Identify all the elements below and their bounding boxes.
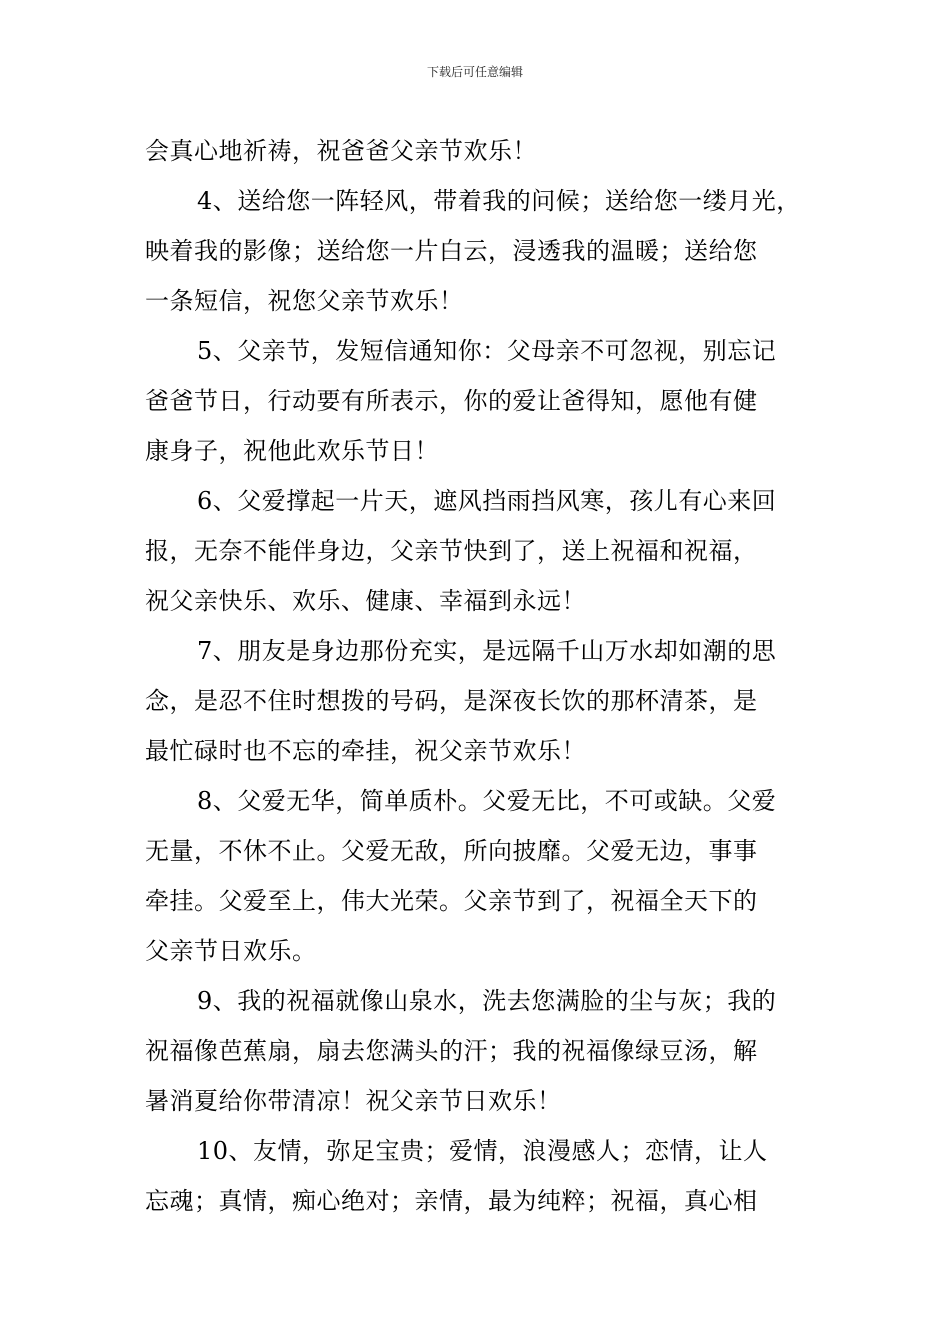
text-line: 报，无奈不能伴身边，父亲节快到了，送上祝福和祝福， (145, 537, 758, 565)
text-line: 爸爸节日，行动要有所表示，你的爱让爸得知，愿他有健 (145, 387, 758, 415)
paragraph-10-line-1: 10、友情，弥足宝贵；爱情，浪漫感人；恋情，让人 (197, 1137, 768, 1165)
paragraph-4-line-1: 4、送给您一阵轻风，带着我的问候；送给您一缕月光， (197, 187, 801, 215)
text-line: 祝福像芭蕉扇，扇去您满头的汗；我的祝福像绿豆汤，解 (145, 1037, 758, 1065)
text-line: 映着我的影像；送给您一片白云，浸透我的温暖；送给您 (145, 237, 758, 265)
text-line: 牵挂。父爱至上，伟大光荣。父亲节到了，祝福全天下的 (145, 887, 758, 915)
text-line: 念，是忍不住时想拨的号码，是深夜长饮的那杯清茶，是 (145, 687, 758, 715)
page-header: 下载后可任意编辑 (426, 65, 523, 79)
text-line: 最忙碌时也不忘的牵挂，祝父亲节欢乐！ (145, 737, 586, 765)
paragraph-6-line-1: 6、父爱撑起一片天，遮风挡雨挡风寒，孩儿有心来回 (197, 487, 777, 515)
paragraph-9-line-1: 9、我的祝福就像山泉水，洗去您满脸的尘与灰；我的 (197, 987, 777, 1015)
text-line: 无量，不休不止。父爱无敌，所向披靡。父爱无边，事事 (145, 837, 758, 865)
text-line: 祝父亲快乐、欢乐、健康、幸福到永远！ (145, 587, 586, 615)
text-line: 忘魂；真情，痴心绝对；亲情，最为纯粹；祝福，真心相 (145, 1187, 758, 1215)
document-body (145, 126, 825, 1226)
text-line: 父亲节日欢乐。 (145, 937, 317, 965)
paragraph-8-line-1: 8、父爱无华，简单质朴。父爱无比，不可或缺。父爱 (197, 787, 777, 815)
text-line: 一条短信，祝您父亲节欢乐！ (145, 287, 464, 315)
text-line: 暑消夏给你带清凉！祝父亲节日欢乐！ (145, 1087, 562, 1115)
text-line: 会真心地祈祷，祝爸爸父亲节欢乐！ (145, 137, 537, 165)
paragraph-5-line-1: 5、父亲节，发短信通知你：父母亲不可忽视，别忘记 (197, 337, 777, 365)
paragraph-7-line-1: 7、朋友是身边那份充实，是远隔千山万水却如潮的思 (197, 637, 777, 665)
text-line: 康身子，祝他此欢乐节日！ (145, 437, 439, 465)
